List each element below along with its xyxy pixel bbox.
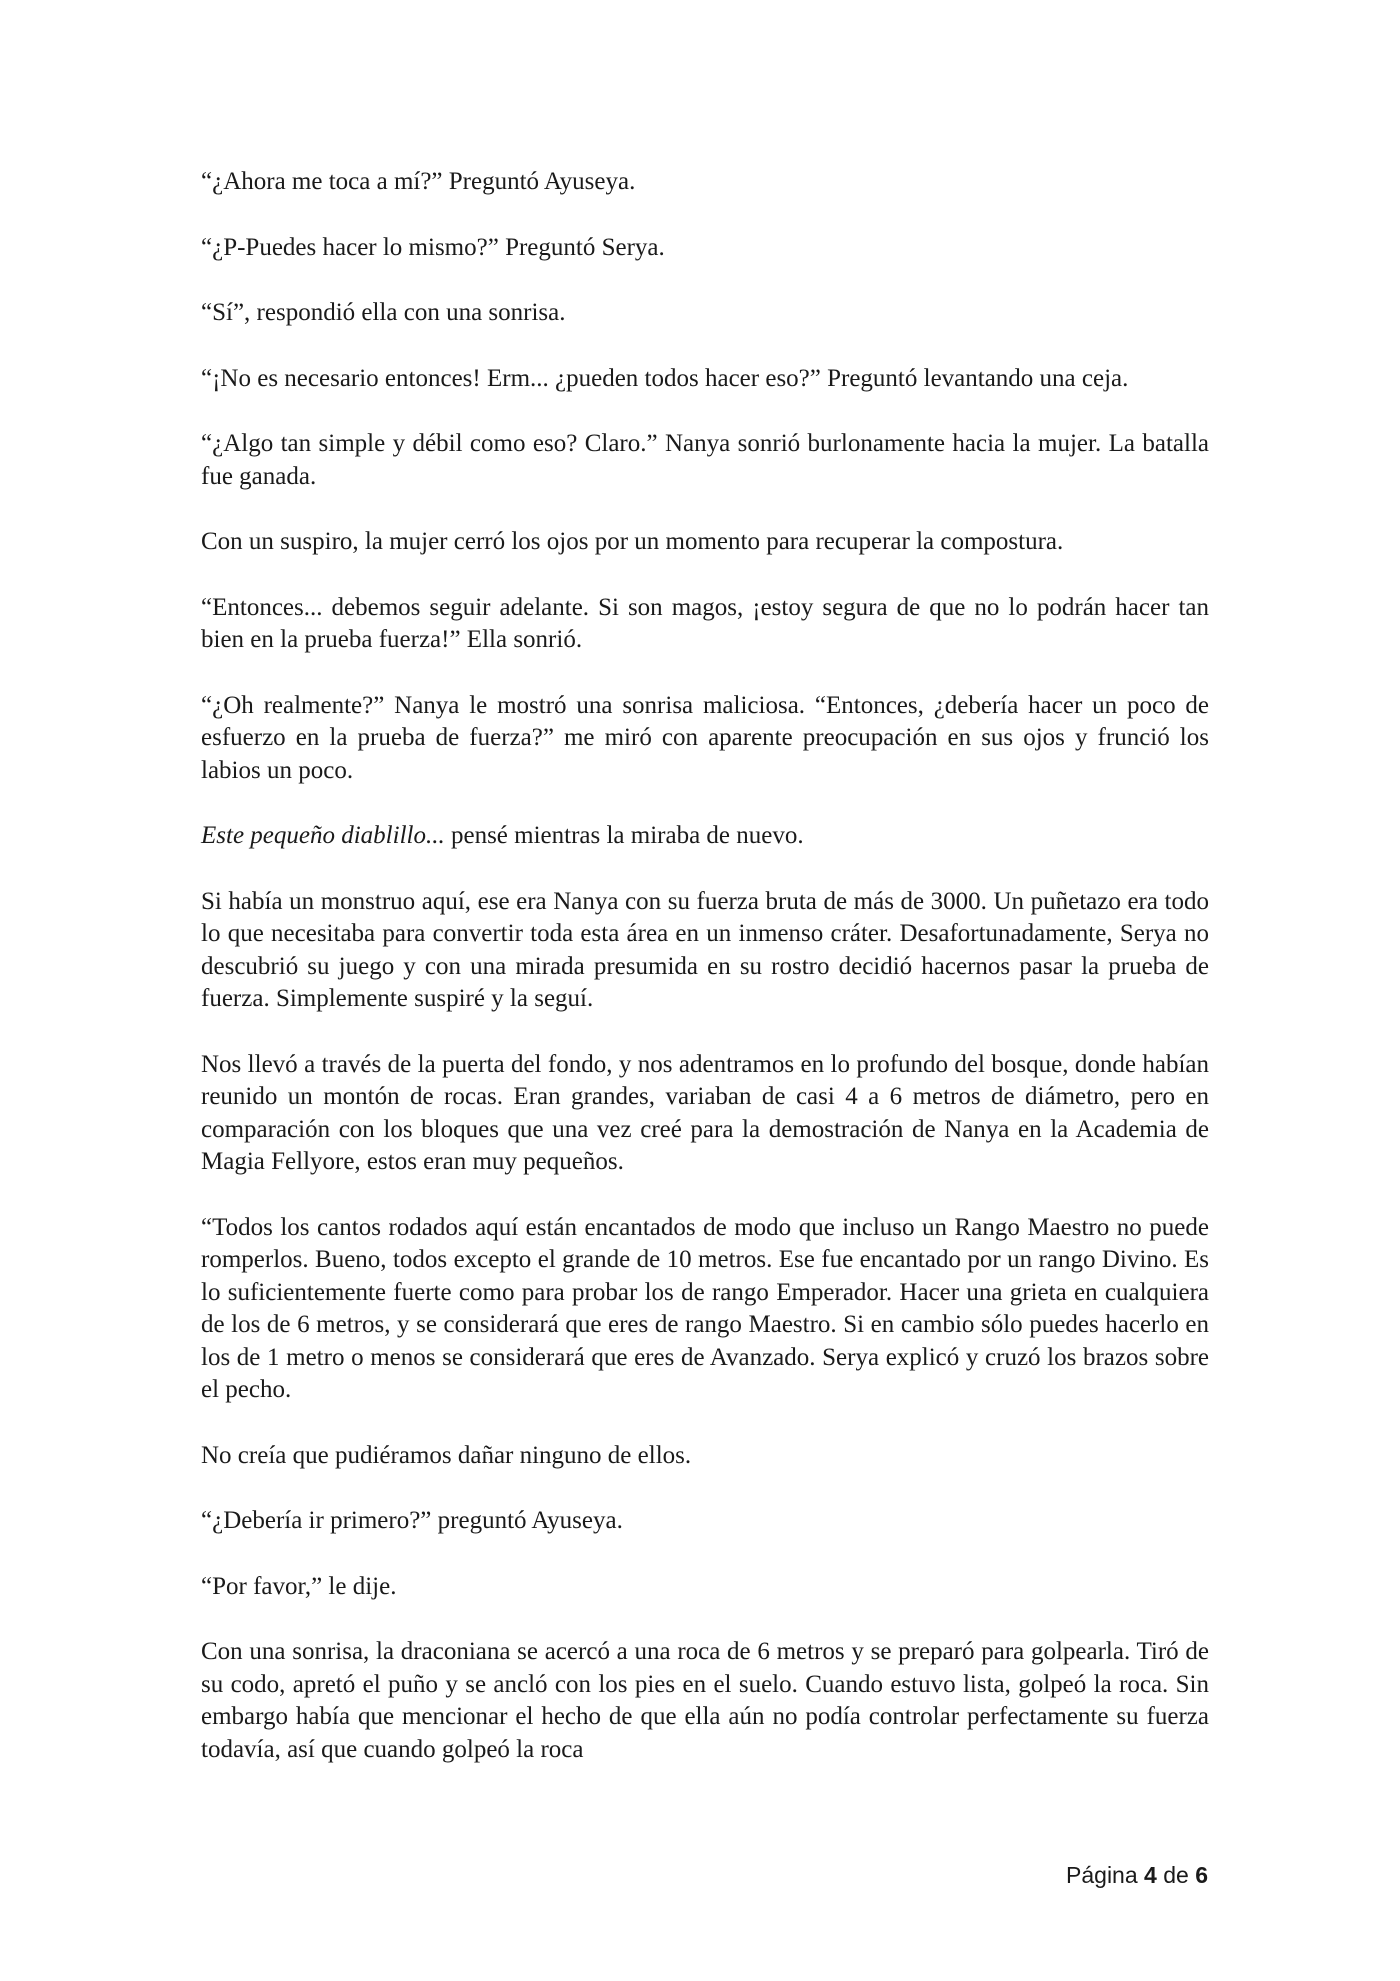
italic-thought: Este pequeño diablillo...: [201, 822, 445, 849]
current-page-number: 4: [1144, 1862, 1157, 1888]
paragraph-text: pensé mientras la miraba de nuevo.: [444, 822, 804, 849]
paragraph: “¿Oh realmente?” Nanya le mostró una sonrisa maliciosa. “Entonces, ¿debería hacer un poco de esfuerzo en la prueba de fuerza?” me miró con aparente preocupación en sus ojos y frunció los labios un poco.: [201, 691, 1209, 784]
paragraph: Con un suspiro, la mujer cerró los ojos por un momento para recuperar la compostura.: [201, 528, 1064, 555]
document-body: [201, 166, 1209, 1766]
paragraph: Con una sonrisa, la draconiana se acercó a una roca de 6 metros y se preparó para golpearla. Tiró de su codo, apretó el puño y se ancló con los pies en el suelo. Cuando estuvo lista, golpeó la roca. Sin embargo había que mencionar el hecho de que ella aún no podía controlar perfectamente su fuerza todavía, así que cuando golpeó la roca: [201, 1638, 1209, 1763]
paragraph: “Por favor,” le dije.: [201, 1572, 397, 1600]
paragraph: “Sí”, respondió ella con una sonrisa.: [201, 299, 566, 326]
page-label: Página: [1066, 1862, 1138, 1888]
paragraph: [201, 820, 1209, 853]
paragraph: “¿Ahora me toca a mí?” Preguntó Ayuseya.: [201, 168, 636, 195]
paragraph: “¿P-Puedes hacer lo mismo?” Preguntó Serya.: [201, 233, 665, 261]
paragraph: “¿Debería ir primero?” preguntó Ayuseya.: [201, 1507, 623, 1534]
total-page-number: 6: [1195, 1862, 1208, 1888]
paragraph: “Entonces... debemos seguir adelante. Si son magos, ¡estoy segura de que no lo podrán hacer tan bien en la prueba fuerza!” Ella sonrió.: [201, 593, 1209, 653]
page-number-footer: [1066, 1862, 1208, 1889]
paragraph: No creía que pudiéramos dañar ninguno de ellos.: [201, 1441, 692, 1469]
paragraph: “Todos los cantos rodados aquí están encantados de modo que incluso un Rango Maestro no puede romperlos. Bueno, todos excepto el grande de 10 metros. Ese fue encantado por un rango Divino. Es lo suficientemente fuerte como para probar los de rango Emperador. Hacer una grieta en cualquiera de los de 6 metros, y se considerará que eres de rango Maestro. Si en cambio sólo puedes hacerlo en los de 1 metro o menos se considerará que eres de Avanzado. Serya explicó y cruzó los brazos sobre el pecho.: [201, 1213, 1209, 1403]
paragraph: Nos llevó a través de la puerta del fondo, y nos adentramos en lo profundo del bosque, donde habían reunido un montón de rocas. Eran grandes, variaban de casi 4 a 6 metros de diámetro, pero en comparación con los bloques que una vez creé para la demostración de Nanya en la Academia de Magia Fellyore, estos eran muy pequeños.: [201, 1050, 1209, 1175]
paragraph: “¿Algo tan simple y débil como eso? Claro.” Nanya sonrió burlonamente hacia la mujer. La batalla fue ganada.: [201, 430, 1209, 490]
paragraph: Si había un monstruo aquí, ese era Nanya con su fuerza bruta de más de 3000. Un puñetazo era todo lo que necesitaba para convertir toda esta área en un inmenso cráter. Desafortunadamente, Serya no descubrió su juego y con una mirada presumida en su rostro decidió hacernos pasar la prueba de fuerza. Simplemente suspiré y la seguí.: [201, 887, 1209, 1012]
paragraph: “¡No es necesario entonces! Erm... ¿pueden todos hacer eso?” Preguntó levantando una ceja.: [201, 364, 1129, 392]
page-separator: de: [1163, 1862, 1189, 1888]
